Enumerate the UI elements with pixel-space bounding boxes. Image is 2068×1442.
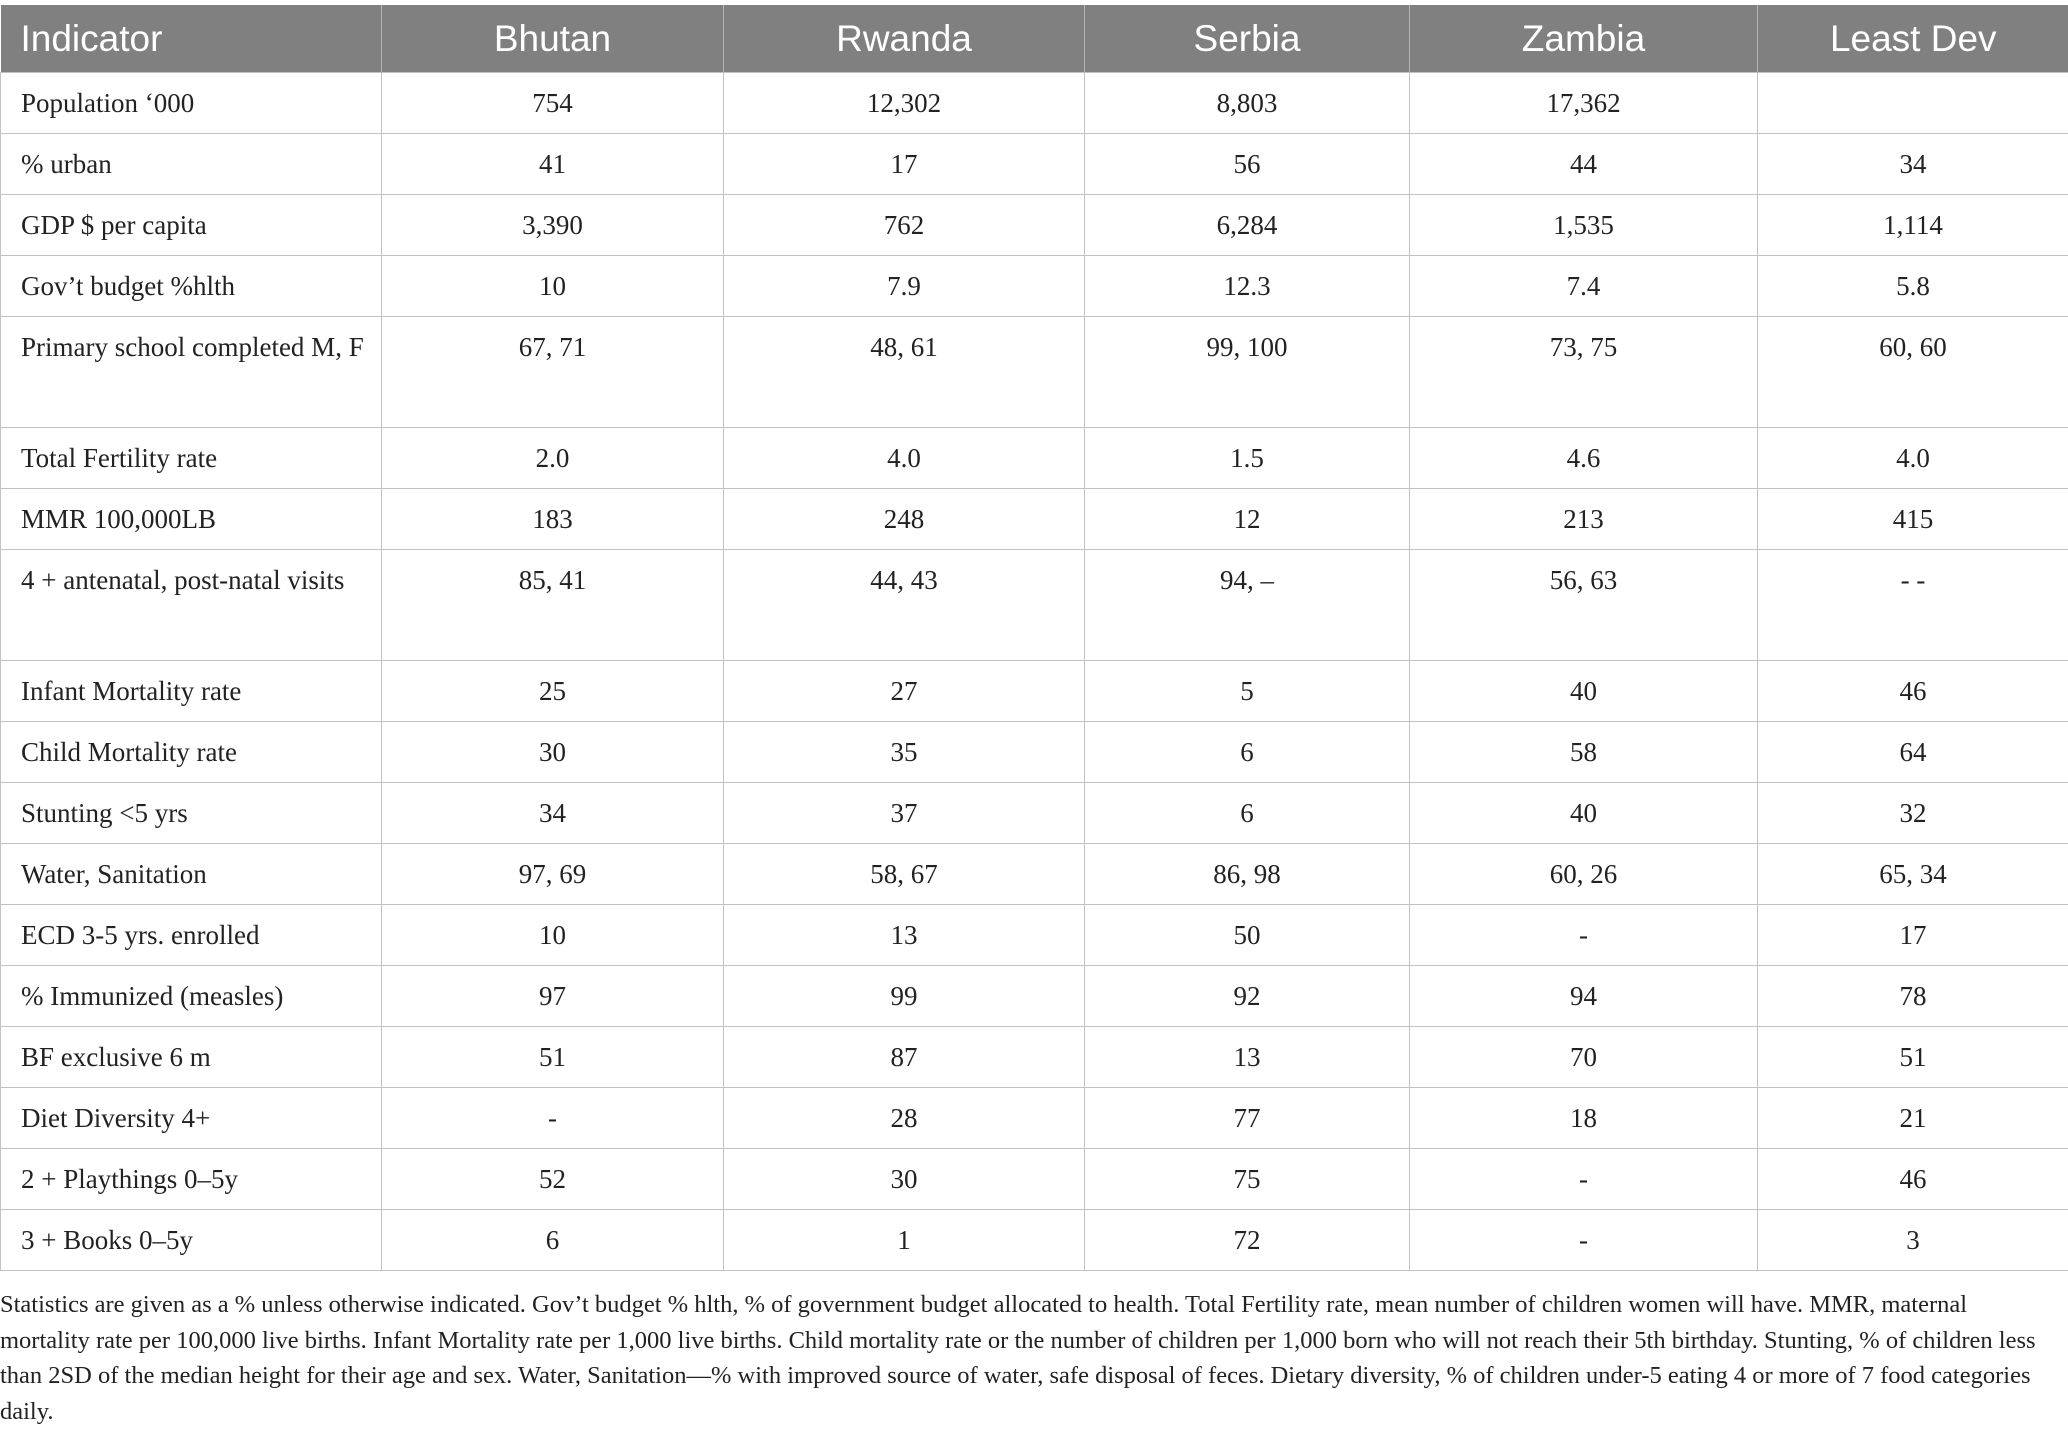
value-cell-bhutan: 97, 69 xyxy=(382,844,724,905)
value-cell-least-dev: 32 xyxy=(1758,783,2068,844)
value-cell-bhutan: 41 xyxy=(382,134,724,195)
value-cell-least-dev xyxy=(1758,73,2068,134)
indicator-label-cell: MMR 100,000LB xyxy=(1,489,382,550)
value-cell-zambia: 40 xyxy=(1410,661,1758,722)
table-row xyxy=(1,550,2068,661)
value-cell-rwanda: 35 xyxy=(724,722,1085,783)
header-serbia: Serbia xyxy=(1085,5,1410,73)
value-cell-zambia: 1,535 xyxy=(1410,195,1758,256)
value-cell-zambia: 73, 75 xyxy=(1410,317,1758,428)
value-cell-bhutan: 2.0 xyxy=(382,428,724,489)
header-zambia: Zambia xyxy=(1410,5,1758,73)
value-cell-rwanda: 17 xyxy=(724,134,1085,195)
value-cell-serbia: 1.5 xyxy=(1085,428,1410,489)
value-cell-rwanda: 28 xyxy=(724,1088,1085,1149)
value-cell-rwanda: 48, 61 xyxy=(724,317,1085,428)
value-cell-least-dev: - - xyxy=(1758,550,2068,661)
value-cell-serbia: 5 xyxy=(1085,661,1410,722)
indicator-label-cell: Infant Mortality rate xyxy=(1,661,382,722)
value-cell-least-dev: 17 xyxy=(1758,905,2068,966)
value-cell-least-dev: 60, 60 xyxy=(1758,317,2068,428)
table-row xyxy=(1,1210,2068,1271)
value-cell-rwanda: 4.0 xyxy=(724,428,1085,489)
value-cell-bhutan: 10 xyxy=(382,256,724,317)
value-cell-least-dev: 415 xyxy=(1758,489,2068,550)
value-cell-serbia: 56 xyxy=(1085,134,1410,195)
table-row xyxy=(1,256,2068,317)
value-cell-zambia: 4.6 xyxy=(1410,428,1758,489)
value-cell-zambia: 56, 63 xyxy=(1410,550,1758,661)
value-cell-zambia: 18 xyxy=(1410,1088,1758,1149)
value-cell-zambia: 17,362 xyxy=(1410,73,1758,134)
value-cell-bhutan: 754 xyxy=(382,73,724,134)
value-cell-rwanda: 44, 43 xyxy=(724,550,1085,661)
value-cell-bhutan: 34 xyxy=(382,783,724,844)
indicator-label-cell: Water, Sanitation xyxy=(1,844,382,905)
indicator-label-cell: Child Mortality rate xyxy=(1,722,382,783)
value-cell-least-dev: 34 xyxy=(1758,134,2068,195)
value-cell-least-dev: 5.8 xyxy=(1758,256,2068,317)
value-cell-least-dev: 46 xyxy=(1758,1149,2068,1210)
value-cell-zambia: - xyxy=(1410,905,1758,966)
value-cell-bhutan: 52 xyxy=(382,1149,724,1210)
value-cell-serbia: 99, 100 xyxy=(1085,317,1410,428)
table-footnote: Statistics are given as a % unless otherwise indicated. Gov’t budget % hlth, % of government budget allocated to health. Total Fertility rate, mean number of children women will have. MMR, maternal mortality rate per 100,000 live births. Infant Mortality rate per 1,000 live births. Child mortality rate or the number of children per 1,000 born who will not reach their 5th birthday. Stunting, % of children less than 2SD of the median height for their age and sex. Water, Sanitation—% with improved source of water, safe disposal of feces. Dietary diversity, % of children under-5 eating 4 or more of 7 food categories daily. xyxy=(0,1291,2036,1425)
value-cell-rwanda: 762 xyxy=(724,195,1085,256)
header-indicator: Indicator xyxy=(1,5,382,73)
value-cell-least-dev: 78 xyxy=(1758,966,2068,1027)
indicator-label-cell: 2 + Playthings 0–5y xyxy=(1,1149,382,1210)
value-cell-bhutan: 30 xyxy=(382,722,724,783)
value-cell-bhutan: 6 xyxy=(382,1210,724,1271)
value-cell-zambia: 7.4 xyxy=(1410,256,1758,317)
table-row xyxy=(1,722,2068,783)
table-row xyxy=(1,489,2068,550)
value-cell-zambia: 58 xyxy=(1410,722,1758,783)
value-cell-serbia: 75 xyxy=(1085,1149,1410,1210)
table-row xyxy=(1,428,2068,489)
value-cell-zambia: 40 xyxy=(1410,783,1758,844)
value-cell-zambia: 94 xyxy=(1410,966,1758,1027)
value-cell-serbia: 6,284 xyxy=(1085,195,1410,256)
indicator-label-cell: 4 + antenatal, post-natal visits xyxy=(1,550,382,661)
indicator-table xyxy=(0,5,2068,1271)
value-cell-bhutan: 51 xyxy=(382,1027,724,1088)
value-cell-rwanda: 248 xyxy=(724,489,1085,550)
value-cell-bhutan: - xyxy=(382,1088,724,1149)
value-cell-rwanda: 87 xyxy=(724,1027,1085,1088)
table-row xyxy=(1,1027,2068,1088)
value-cell-least-dev: 21 xyxy=(1758,1088,2068,1149)
value-cell-least-dev: 3 xyxy=(1758,1210,2068,1271)
indicator-label-cell: % urban xyxy=(1,134,382,195)
header-least-dev: Least Dev xyxy=(1758,5,2068,73)
value-cell-bhutan: 85, 41 xyxy=(382,550,724,661)
indicator-label-cell: Stunting <5 yrs xyxy=(1,783,382,844)
table-row xyxy=(1,134,2068,195)
value-cell-rwanda: 7.9 xyxy=(724,256,1085,317)
indicator-label-cell: Gov’t budget %hlth xyxy=(1,256,382,317)
value-cell-bhutan: 183 xyxy=(382,489,724,550)
indicator-label-cell: GDP $ per capita xyxy=(1,195,382,256)
value-cell-zambia: - xyxy=(1410,1149,1758,1210)
value-cell-serbia: 86, 98 xyxy=(1085,844,1410,905)
table-row xyxy=(1,905,2068,966)
value-cell-serbia: 92 xyxy=(1085,966,1410,1027)
value-cell-serbia: 77 xyxy=(1085,1088,1410,1149)
value-cell-serbia: 6 xyxy=(1085,722,1410,783)
value-cell-serbia: 94, – xyxy=(1085,550,1410,661)
value-cell-least-dev: 46 xyxy=(1758,661,2068,722)
table-row xyxy=(1,73,2068,134)
value-cell-rwanda: 58, 67 xyxy=(724,844,1085,905)
value-cell-rwanda: 99 xyxy=(724,966,1085,1027)
table-row xyxy=(1,783,2068,844)
value-cell-zambia: - xyxy=(1410,1210,1758,1271)
value-cell-least-dev: 4.0 xyxy=(1758,428,2068,489)
value-cell-zambia: 70 xyxy=(1410,1027,1758,1088)
indicator-label-cell: BF exclusive 6 m xyxy=(1,1027,382,1088)
header-bhutan: Bhutan xyxy=(382,5,724,73)
value-cell-rwanda: 37 xyxy=(724,783,1085,844)
value-cell-bhutan: 67, 71 xyxy=(382,317,724,428)
indicator-label-cell: Primary school completed M, F xyxy=(1,317,382,428)
value-cell-bhutan: 10 xyxy=(382,905,724,966)
table-row xyxy=(1,966,2068,1027)
header-rwanda: Rwanda xyxy=(724,5,1085,73)
value-cell-least-dev: 65, 34 xyxy=(1758,844,2068,905)
value-cell-rwanda: 1 xyxy=(724,1210,1085,1271)
value-cell-serbia: 6 xyxy=(1085,783,1410,844)
indicator-label-cell: 3 + Books 0–5y xyxy=(1,1210,382,1271)
value-cell-rwanda: 13 xyxy=(724,905,1085,966)
indicator-label-cell: Total Fertility rate xyxy=(1,428,382,489)
value-cell-serbia: 50 xyxy=(1085,905,1410,966)
value-cell-zambia: 213 xyxy=(1410,489,1758,550)
value-cell-bhutan: 97 xyxy=(382,966,724,1027)
value-cell-serbia: 12 xyxy=(1085,489,1410,550)
indicator-label-cell: Diet Diversity 4+ xyxy=(1,1088,382,1149)
value-cell-serbia: 12.3 xyxy=(1085,256,1410,317)
indicator-label-cell: Population ‘000 xyxy=(1,73,382,134)
value-cell-serbia: 8,803 xyxy=(1085,73,1410,134)
indicator-label-cell: % Immunized (measles) xyxy=(1,966,382,1027)
table-row xyxy=(1,661,2068,722)
table-row xyxy=(1,195,2068,256)
value-cell-least-dev: 51 xyxy=(1758,1027,2068,1088)
table-row xyxy=(1,844,2068,905)
value-cell-rwanda: 30 xyxy=(724,1149,1085,1210)
table-body xyxy=(1,73,2068,1271)
value-cell-serbia: 13 xyxy=(1085,1027,1410,1088)
table-row xyxy=(1,1149,2068,1210)
table-row xyxy=(1,317,2068,428)
value-cell-rwanda: 12,302 xyxy=(724,73,1085,134)
indicator-label-cell: ECD 3-5 yrs. enrolled xyxy=(1,905,382,966)
value-cell-bhutan: 25 xyxy=(382,661,724,722)
table-header-row xyxy=(1,5,2068,73)
indicator-table-container xyxy=(0,5,2068,1271)
value-cell-serbia: 72 xyxy=(1085,1210,1410,1271)
value-cell-bhutan: 3,390 xyxy=(382,195,724,256)
value-cell-zambia: 60, 26 xyxy=(1410,844,1758,905)
value-cell-rwanda: 27 xyxy=(724,661,1085,722)
value-cell-least-dev: 64 xyxy=(1758,722,2068,783)
value-cell-least-dev: 1,114 xyxy=(1758,195,2068,256)
value-cell-zambia: 44 xyxy=(1410,134,1758,195)
table-row xyxy=(1,1088,2068,1149)
